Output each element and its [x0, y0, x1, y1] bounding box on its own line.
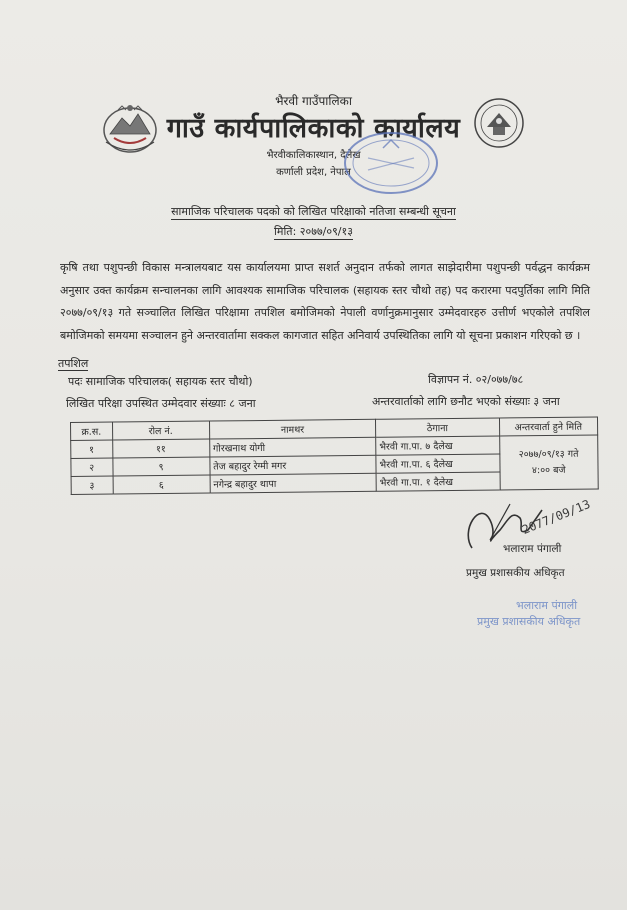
notice-title: सामाजिक परिचालक पदको को लिखित परिक्षाको नतिजा सम्बन्धी सूचना [171, 205, 456, 218]
office-title: गाउँ कार्यपालिकाको कार्यालय [166, 113, 461, 144]
address-line-1: भैरवीकालिकास्थान, दैलेख [266, 150, 361, 161]
cell-address: भैरवी गा.पा. ६ दैलेख [376, 454, 500, 473]
notice-body: कृषि तथा पशुपन्छी विकास मन्त्रालयबाट यस कार्यालयमा प्राप्त सशर्त अनुदान तर्फको लागत साझेदारीमा पशुपन्छी पर्वद्धन कार्यक्रम अनुसार उक्त कार्यक्रम सन्चालनका लागि आवश्यक सामाजिक परिचालक (सहायक स्तर चौथो तह) पद करारमा पदपुर्तिका लागि मिति २०७७/०९/१३ गते सञ्चालित लिखित परिक्षामा तपशिल बमोजिमको नेपाली वर्णानुक्रमानुसार उम्मेदवारहरु उत्तीर्ण भएकोले तपशिल बमोजिमको समयमा सञ्चालन हुने अन्तरवार्तामा सक्कल कागजात सहित अनिवार्य उपस्थितिका लागि यो सूचना प्रकाशन गरिएको छ । [60, 261, 590, 342]
col-header-roll: रोल नं. [112, 421, 209, 440]
shortlisted-count: अन्तरवार्ताको लागि छनौट भएको संख्याः ३ जना [372, 395, 560, 408]
office-seal-stamp-icon [338, 128, 444, 198]
cell-serial: १ [71, 440, 113, 458]
signer-title: प्रमुख प्रशासकीय अधिकृत [466, 567, 565, 579]
cell-name: तेज बहादुर रेग्मी मगर [210, 455, 377, 475]
cell-name: गोरखनाथ योगी [209, 437, 376, 457]
handwritten-date: 2077/09/13 [520, 496, 593, 538]
notice-date: मिति: २०७७/०९/१३ [274, 225, 353, 238]
appeared-count: लिखित परिक्षा उपस्थित उम्मेदवार संख्याः ८ जना [66, 397, 256, 410]
cell-roll: ९ [112, 457, 209, 476]
stamp-name: भलाराम पंगाली [516, 599, 578, 612]
col-header-interview-date: अन्तरवार्ता हुने मिति [499, 417, 598, 436]
signer-name: भलाराम पंगाली [503, 543, 562, 555]
advertisement-number: विज्ञापन नं. ०२/०७७/७८ [428, 373, 524, 386]
results-table [70, 416, 599, 495]
address-line-2: कर्णाली प्रदेश, नेपाल [276, 167, 351, 178]
col-header-serial: क्र.स. [71, 422, 113, 440]
cell-address: भैरवी गा.पा. १ दैलेख [376, 472, 500, 491]
interview-time: ४:०० बजे [531, 464, 566, 476]
details-heading: तपशिल [58, 357, 89, 370]
stamp-title: प्रमुख प्रशासकीय अधिकृत [477, 615, 581, 628]
cell-serial: ३ [71, 476, 113, 494]
cell-roll: ६ [113, 475, 210, 494]
cell-serial: २ [71, 458, 113, 476]
office-name: भैरवी गाउँपालिका [275, 94, 352, 108]
cell-interview-datetime [499, 435, 598, 490]
cell-roll: ११ [112, 439, 209, 458]
post-label: पदः सामाजिक परिचालक( सहायक स्तर चौथो) [68, 375, 253, 388]
col-header-address: ठेगाना [376, 418, 500, 437]
cell-name: नगेन्द्र बहादुर थापा [210, 473, 377, 493]
interview-date: २०७७/०९/१३ गते [518, 448, 579, 460]
cell-address: भैरवी गा.पा. ७ दैलेख [376, 436, 500, 455]
col-header-name: नामथर [209, 419, 376, 439]
